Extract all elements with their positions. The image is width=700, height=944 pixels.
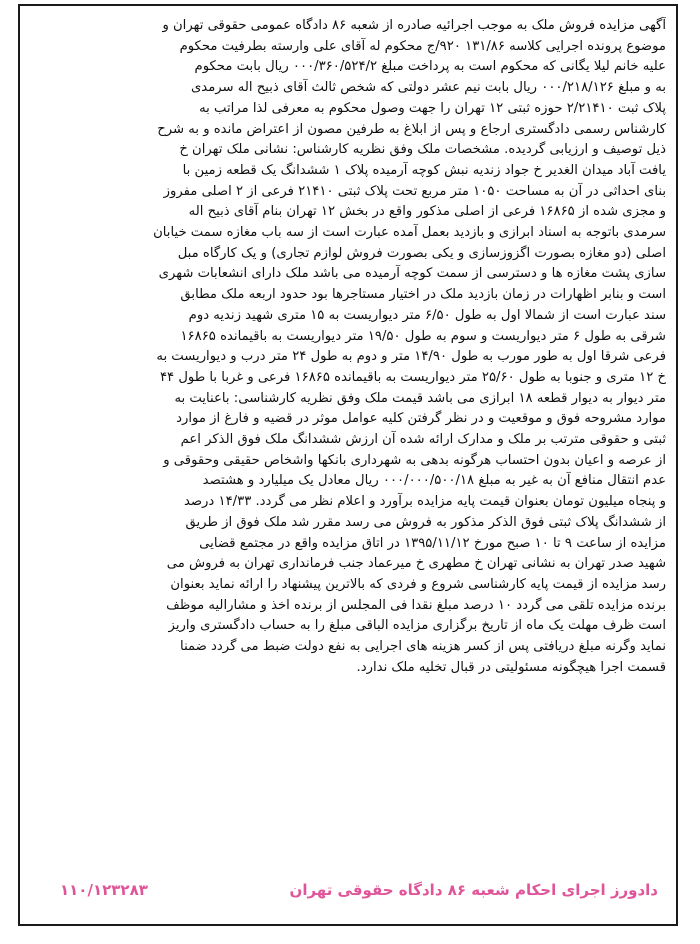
reference-number: ۱۱۰/۱۲۳۲۸۳ — [60, 881, 148, 899]
notice-line: سند عبارت است از شمالا اول به طول ۶/۵۰ متر دیواریست به ۱۵ متری شهید زندیه دوم — [188, 307, 666, 323]
notice-line: متر دیوار به دیوار قطعه ۱۸ ابرازی می باشد قیمت ملک وفق نظریه کارشناسی: باعنایت به — [174, 390, 666, 406]
notice-line: از ششدانگ پلاک ثبتی فوق الذکر مذکور به فروش می رسد مقرر شد ملک فوق از طریق — [185, 514, 666, 530]
notice-line: یافت آباد میدان الغدیر خ جواد زندیه نبش کوچه آرمیده پلاک ۱ ششدانگ یک قطعه زمین با — [182, 162, 666, 178]
notice-line: رسد مزایده از قیمت پایه کارشناسی شروع و فردی که بالاترین پیشنهاد را ارائه نماید بعنوان — [170, 576, 666, 592]
notice-line: مزایده از ساعت ۹ تا ۱۰ صبح مورخ ۱۳۹۵/۱۱/۱۲ در اتاق مزایده واقع در مجتمع قضایی — [199, 535, 666, 551]
notice-footer — [30, 876, 666, 904]
notice-line: سازی پشت مغازه ها و دسترسی از سمت کوچه آرمیده می باشد ملک دارای انشعابات شهری — [158, 266, 666, 282]
notice-line: شهید صدر تهران به نشانی تهران خ مطهری خ میرعماد جنب فرمانداری تهران به فروش می — [166, 556, 666, 572]
notice-line: ثبتی و حقوقی مترتب بر ملک و مدارک ارائه شده آن ارزش ششدانگ ملک فوق الذکر اعم — [180, 432, 666, 448]
notice-line: آگهی مزایده فروش ملک به موجب اجرائیه صادره از شعبه ۸۶ دادگاه عمومی حقوقی تهران و — [162, 18, 666, 33]
notice-line: عدم انتقال منافع آن به غیر به مبلغ ۰۰۰/۰۰۰/۵۰۰/۱۸ ریال معادل یک میلیارد و هشتصد — [202, 473, 666, 489]
notice-line: علیه خانم لیلا یگانی که محکوم است به پرداخت مبلغ ۰۰۰/۳۶۰/۵۲۴/۲ ریال بابت محکوم — [194, 59, 666, 75]
notice-line: است و بنابر اظهارات در زمان بازدید ملک در اختیار مستاجرها بود حدود اربعه ملک مطابق — [180, 287, 666, 303]
notice-line: از عرصه و اعیان بدون احتساب هرگونه بدهی به شهرداری بانکها واشخاص حقیقی وحقوقی و — [163, 452, 666, 468]
notice-line: سرمدی باتوجه به اسناد ابرازی و بازدید بعمل آمده عبارت است از سه باب مغازه سمت خیابان — [153, 225, 666, 241]
notice-line: است ظرف مهلت یک ماه از تاریخ برگزاری مزایده الباقی مبلغ را به حساب دادگستری واریز — [168, 618, 666, 634]
notice-body — [30, 16, 666, 679]
notice-line: پلاک ثبت ۲/۲۱۴۱۰ حوزه ثبتی ۱۲ تهران را جهت وصول محکوم به معرفی لذا مراتب به — [199, 100, 666, 116]
notice-line: اصلی (دو مغازه بصورت اگزوزسازی و یکی بصورت فروش لوازم تجاری) و یک کارگاه مبل — [177, 245, 666, 261]
notice-line: نماید وگرنه مبلغ دریافتی پس از کسر هزینه های اجرایی به نفع دولت ضبط می گردد ضمنا — [180, 639, 666, 655]
notice-line: به و مبلغ ۰۰۰/۲۱۸/۱۲۶ ریال بابت نیم عشر دولتی که شخص ثالث آقای ذبیح اله سرمدی — [190, 80, 666, 96]
notice-line: موضوع پرونده اجرایی کلاسه ۱۳۱/۸۶ ۹۲۰/ج محکوم له آقای علی وارسته بطرفیت محکوم — [179, 38, 666, 54]
notice-line: قسمت اجرا هیچگونه مسئولیتی در قبال تخلیه ملک ندارد. — [356, 659, 666, 675]
notice-line: ذیل توصیف و ارزیابی گردیده. مشخصات ملک وفق نظریه کارشناس: نشانی ملک تهران خ — [179, 142, 666, 158]
notice-line: برنده مزایده تلقی می گردد ۱۰ درصد مبلغ نقدا فی المجلس از برنده اخذ و مشارالیه موظف — [166, 597, 666, 613]
notice-line: خ ۱۲ متری و جنوبا به طول ۲۵/۶۰ متر دیواریست به باقیمانده ۱۶۸۶۵ فرعی و غربا با طول ۴۴ — [159, 369, 666, 385]
notice-line: فرعی شرقا اول به طور مورب به طول ۱۴/۹۰ متر و دوم به طول ۲۴ متر درب و دیواریست به — [156, 349, 666, 365]
notice-line: شرقی به طول ۶ متر دیواریست و سوم به طول ۱۹/۵۰ متر دیواریست به باقیمانده ۱۶۸۶۵ — [180, 328, 666, 344]
notice-line: و مجزی شده از ۱۶۸۶۵ فرعی از اصلی مذکور واقع در بخش ۱۲ تهران بنام آقای ذبیح اله — [188, 204, 666, 220]
notice-line: بنای احداثی در آن به مساحت ۱۰۵۰ متر مربع تحت پلاک ثبتی ۲۱۴۱۰ فرعی از ۲ اصلی مفروز — [163, 183, 666, 199]
notice-line: موارد مشروحه فوق و موقعیت و در نظر گرفتن کلیه عوامل موثر در قضیه و فارغ از موارد — [176, 411, 666, 427]
court-signature: دادورز اجرای احکام شعبه ۸۶ دادگاه حقوقی تهران — [289, 881, 658, 899]
notice-line: و پنجاه میلیون تومان بعنوان قیمت پایه مزایده برآورد و اعلام نظر می گردد. ۱۴/۳۳ درصد — [183, 494, 666, 510]
notice-line: کارشناس رسمی دادگستری ارجاع و پس از ابلاغ به طرفین مصون از اعتراض مانده و به شرح — [157, 121, 666, 137]
